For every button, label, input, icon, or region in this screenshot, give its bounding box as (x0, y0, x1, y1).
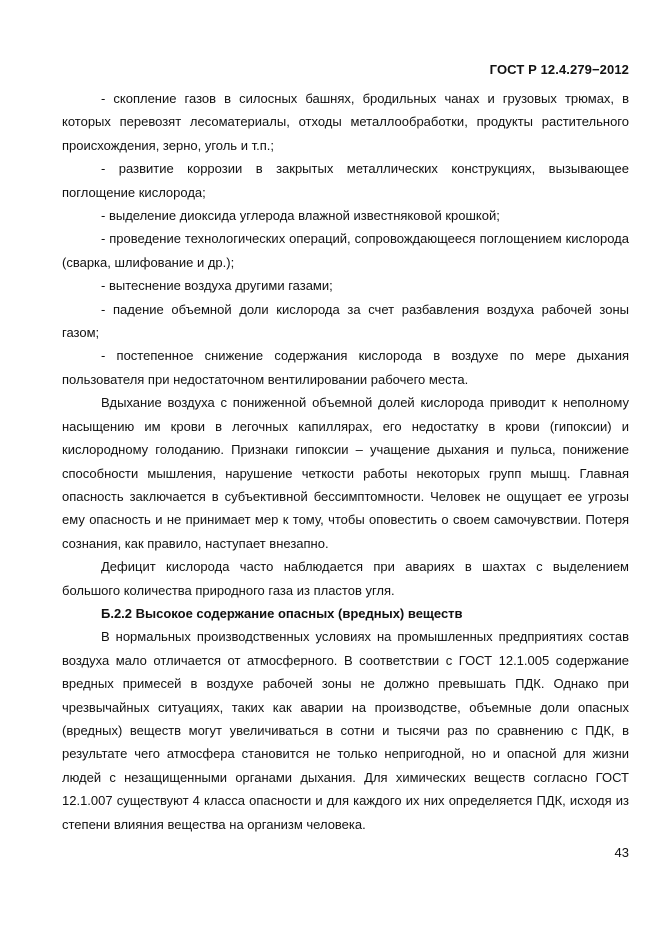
document-body (62, 87, 629, 836)
paragraph-hazardous-substances: В нормальных производственных условиях на промышленных предприятиях состав воздуха мало отличается от атмосферного. В соответствии с ГОСТ 12.1.005 содержание вредных примесей в воздухе рабочей зоны не должно превышать ПДК. Однако при чрезвычайных ситуациях, таких как аварии на производстве, объемные доли опасных (вредных) веществ могут увеличиваться в сотни и тысячи раз по сравнению с ПДК, в результате чего атмосфера становится не только непригодной, но и опасной для жизни людей с незащищенными органами дыхания. Для химических веществ согласно ГОСТ 12.1.007 существуют 4 класса опасности и для каждого их них определяется ПДК, исходя из степени влияния вещества на организм человека. (62, 629, 629, 832)
list-item-gradual-decrease: - постепенное снижение содержания кислорода в воздухе по мере дыхания пользователя при недостаточном вентилировании рабочего места. (62, 348, 629, 387)
list-item-oxygen-dilution: - падение объемной доли кислорода за счет разбавления воздуха рабочей зоны газом; (62, 301, 629, 341)
page-number: 43 (614, 845, 629, 860)
document-header: ГОСТ Р 12.4.279−2012 (489, 62, 629, 77)
section-heading: Б.2.2 Высокое содержание опасных (вредных) веществ (101, 605, 463, 621)
paragraph-hypoxia: Вдыхание воздуха с пониженной объемной долей кислорода приводит к неполному насыщению им крови в легочных капиллярах, его недостатку в крови (гипоксии) и кислородному голоданию. Признаки гипоксии – учащение дыхания и пульса, понижение способности мышления, нарушение четкости работы некоторых групп мышц. Главная опасность заключается в субъективной бессимптомности. Человек не ощущает ее угрозы ему опасность и не принимает мер к тому, чтобы оповестить о своем самочувствии. Потеря сознания, как правило, наступает внезапно. (62, 395, 629, 551)
list-item-corrosion: - развитие коррозии в закрытых металлических конструкциях, вызывающее поглощение кислорода; (62, 161, 629, 200)
list-item-technological-operations: - проведение технологических операций, сопровождающееся поглощением кислорода (сварка, шлифование и др.); (62, 231, 629, 270)
list-item-air-displacement: - вытеснение воздуха другими газами; (101, 278, 333, 294)
list-item-co2-release: - выделение диоксида углерода влажной известняковой крошкой; (101, 208, 500, 224)
paragraph-mine-deficit: Дефицит кислорода часто наблюдается при авариях в шахтах с выделением большого количества природного газа из пластов угля. (62, 559, 629, 598)
list-item-gas-accumulation: - скопление газов в силосных башнях, бродильных чанах и грузовых трюмах, в которых перевозят лесоматериалы, отходы металлообработки, продукты растительного происхождения, зерно, уголь и т.п.; (62, 91, 629, 153)
